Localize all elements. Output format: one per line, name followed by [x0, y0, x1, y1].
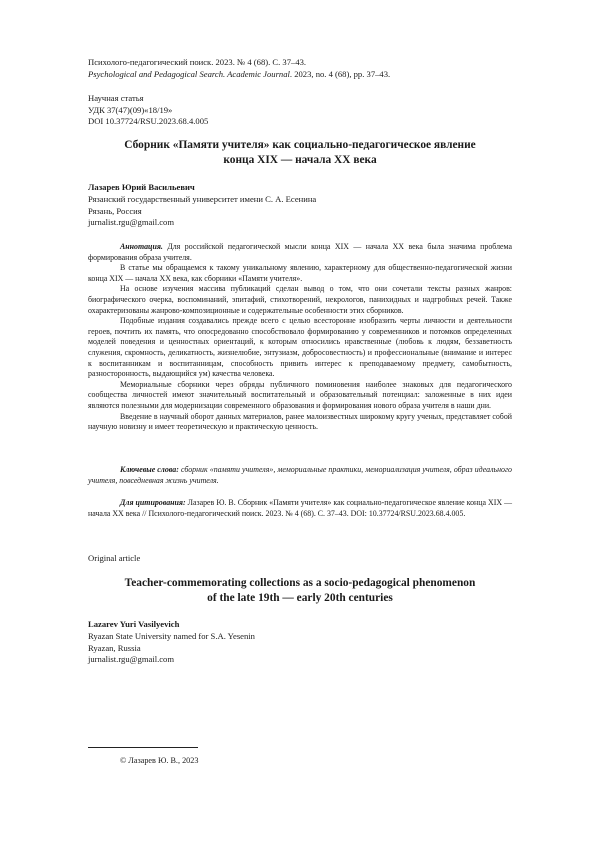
author-block-ru [88, 182, 316, 229]
title-en-line-1: Teacher-commemorating collections as a socio-pedagogical phenomenon [124, 577, 476, 589]
journal-citation-ru: Психолого-педагогический поиск. 2023. № 4 (68). С. 37–43. [88, 57, 307, 67]
doi: DOI 10.37724/RSU.2023.68.4.005 [88, 116, 209, 126]
abstract-paragraph-6: Введение в научный оборот данных материалов, ранее малоизвестных широкому кругу ученых, представляет собой научную новизну и имеет теоретическую и практическую ценность. [88, 411, 512, 432]
author-affiliation-en: Ryazan State University named for S.A. Yesenin [88, 630, 255, 641]
keywords-label: Ключевые слова: [120, 465, 179, 474]
abstract-text-1: Для российской педагогической мысли конца XIX — начала XX века была значима проблема формирования образа учителя. [88, 242, 512, 262]
citation [88, 498, 512, 520]
title-en-line-2: of the late 19th — early 20th centuries [207, 591, 393, 604]
original-article-label: Original article [88, 553, 141, 563]
abstract [88, 242, 512, 433]
journal-citation-en [88, 68, 390, 80]
article-title-ru [88, 138, 512, 167]
journal-header [88, 56, 390, 80]
title-ru-line-1: Сборник «Памяти учителя» как социально-педагогическое явление [124, 139, 476, 151]
abstract-paragraph-1 [88, 242, 512, 263]
article-type: Научная статья [88, 93, 144, 103]
author-email-en: jurnalist.rgu@gmail.com [88, 654, 175, 665]
abstract-paragraph-5: Мемориальные сборники через обряды публичного поминовения наиболее знаковых для педагогического сообщества личностей имеют значительный воспитательный и образовательный потенциал: заложенные в них идеи являются полезными для модернизации современного образования и формирования нового образа учителя в наши дни. [88, 379, 512, 410]
author-city-en: Ryazan, Russia [88, 642, 141, 653]
author-block-en [88, 619, 255, 666]
author-email-ru: jurnalist.rgu@gmail.com [88, 217, 175, 228]
article-title-en [88, 576, 512, 605]
abstract-paragraph-2: В статье мы обращаемся к такому уникальному явлению, характерному для общественно-педагогической жизни конца XIX — начала XX века, как сборники «Памяти учителя». [88, 263, 512, 283]
footnote-divider [88, 747, 198, 748]
title-ru-line-2: конца XIX — начала XX века [223, 153, 377, 166]
author-name-en: Lazarev Yuri Vasilyevich [88, 619, 180, 629]
udk-code: УДК 37(47)(09)«18/19» [88, 104, 173, 115]
citation-label: Для цитирования: [120, 498, 186, 507]
citation-text: Лазарев Ю. В. Сборник «Памяти учителя» как социально-педагогическое явление конца XIX — начала XX века // Психолого-педагогический поиск. 2023. № 4 (68). С. 37–43. DOI: 10.37724/RSU.2023.68.4.005. [88, 498, 512, 518]
article-meta [88, 93, 208, 128]
author-city-ru: Рязань, Россия [88, 205, 142, 216]
keywords [88, 465, 512, 487]
author-name-ru: Лазарев Юрий Васильевич [88, 182, 195, 192]
abstract-paragraph-4: Подобные издания создавались прежде всего с целью всесторонне изобразить черты личности и деятельности героев, почтить их память, что опосредованно способствовало формированию у современников и потомков определенных моделей поведения и ценностных ориентаций, к которым относились нравственные (любовь к людям, беззаветность служения, скромность, деликатность, жизнелюбие, энтузиазм, добросовестность) и профессиональные (внимание и интерес к воспитанникам и воспитанницам, способность привить интерес к преподаваемому предмету, самобытность, разносторонность, выдающийся ум) качества человека. [88, 316, 512, 379]
abstract-label: Аннотация. [120, 242, 163, 251]
keywords-text: сборник «памяти учителя», мемориальные практики, мемориализация учителя, образ идеального учителя, повседневная жизнь учителя. [88, 465, 513, 485]
author-affiliation-ru: Рязанский государственный университет имени С. А. Есенина [88, 193, 317, 204]
journal-name-en: Psychological and Pedagogical Search. Academic Journal [88, 69, 290, 79]
journal-issue-en: . 2023, no. 4 (68), pp. 37–43. [289, 69, 391, 79]
abstract-paragraph-3: На основе изучения массива публикаций сделан вывод о том, что они сочетали тексты разных жанров: биографического очерка, воспоминаний, эпитафий, стихотворений, некрологов, панихидных и надгробных речей. Также охарактеризованы жанрово-композиционные и содержательные особенности этих сборников. [88, 284, 512, 315]
copyright-footnote: © Лазарев Ю. В., 2023 [120, 756, 199, 765]
